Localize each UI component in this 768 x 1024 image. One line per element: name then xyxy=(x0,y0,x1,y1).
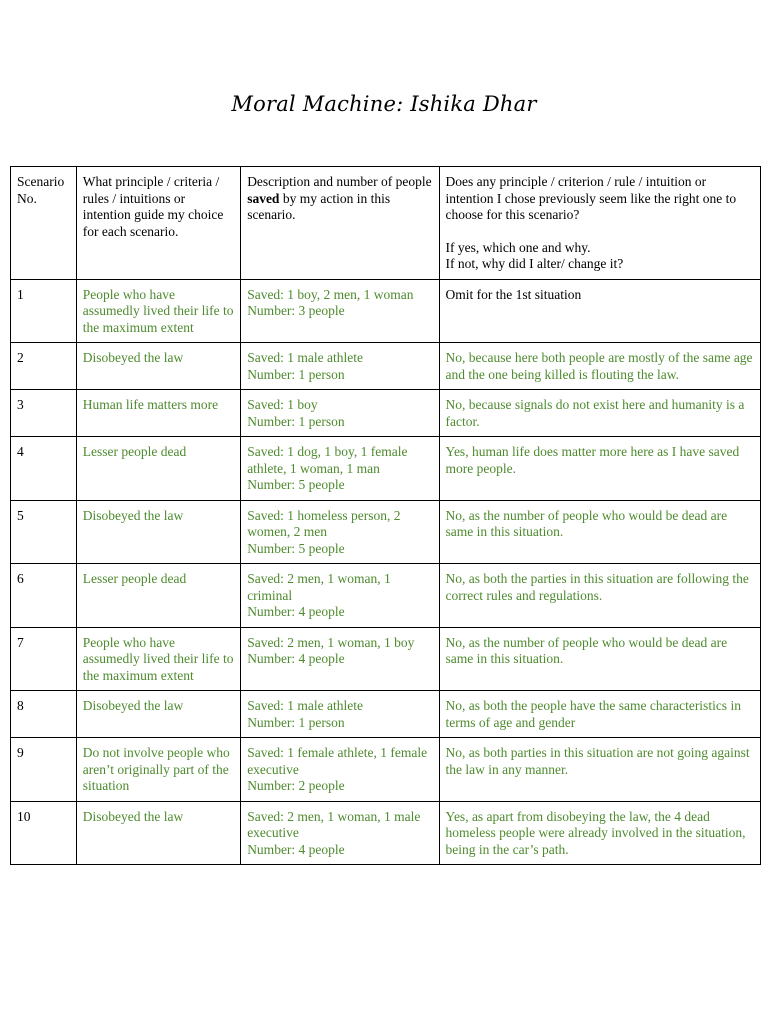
justification-cell: No, as the number of people who would be dead are same in this situation. xyxy=(439,627,760,691)
header-spacer xyxy=(446,224,754,240)
header-description xyxy=(241,167,439,280)
justification-cell: No, because signals do not exist here and humanity is a factor. xyxy=(439,390,760,437)
table-row xyxy=(11,738,761,802)
header-description-start: Description and number of people xyxy=(247,174,432,189)
table-row xyxy=(11,801,761,865)
saved-text: Saved: 1 male athlete xyxy=(247,698,364,713)
scenario-number: 10 xyxy=(11,801,77,865)
principle-cell: Disobeyed the law xyxy=(76,500,240,564)
header-description-bold: saved xyxy=(247,190,280,206)
number-text: Number: 4 people xyxy=(247,651,345,666)
justification-cell: No, as both parties in this situation are not going against the law in any manner. xyxy=(439,738,760,802)
number-text: Number: 2 people xyxy=(247,778,345,793)
number-text: Number: 1 person xyxy=(247,714,345,730)
scenario-number: 6 xyxy=(11,564,77,628)
table-row xyxy=(11,500,761,564)
saved-text: Saved: 2 men, 1 woman, 1 male executive xyxy=(247,808,421,840)
saved-text: Saved: 1 dog, 1 boy, 1 female athlete, 1 woman, 1 man xyxy=(247,444,408,476)
saved-description-cell xyxy=(241,437,439,501)
header-justification-yes: If yes, which one and why. xyxy=(445,239,591,255)
justification-cell: No, as the number of people who would be dead are same in this situation. xyxy=(439,500,760,564)
number-text: Number: 3 people xyxy=(247,303,345,318)
justification-cell: No, as both the parties in this situation are following the correct rules and regulations. xyxy=(439,564,760,628)
principle-cell: People who have assumedly lived their life to the maximum extent xyxy=(76,627,240,691)
justification-cell: Yes, human life does matter more here as I have saved more people. xyxy=(439,437,760,501)
justification-cell: Yes, as apart from disobeying the law, the 4 dead homeless people were already involved in the situation, being in the car’s path. xyxy=(439,801,760,865)
page-title: Moral Machine: Ishika Dhar xyxy=(231,92,537,116)
principle-cell: Do not involve people who aren’t originally part of the situation xyxy=(76,738,240,802)
saved-description-cell xyxy=(241,801,439,865)
header-no-label: No. xyxy=(17,190,37,206)
saved-text: Saved: 2 men, 1 woman, 1 criminal xyxy=(247,571,391,603)
scenario-table xyxy=(10,166,761,865)
number-text: Number: 5 people xyxy=(247,540,345,556)
principle-cell: Disobeyed the law xyxy=(76,801,240,865)
scenario-number: 7 xyxy=(11,627,77,691)
number-text: Number: 4 people xyxy=(247,604,345,619)
principle-cell: Disobeyed the law xyxy=(76,691,240,738)
principle-cell: Lesser people dead xyxy=(76,437,240,501)
saved-text: Saved: 1 boy, 2 men, 1 woman xyxy=(247,286,414,302)
table-row xyxy=(11,343,761,390)
saved-description-cell xyxy=(241,738,439,802)
saved-description-cell xyxy=(241,390,439,437)
table-row xyxy=(11,279,761,343)
justification-cell: Omit for the 1st situation xyxy=(439,279,760,343)
header-justification xyxy=(439,167,760,280)
table-row xyxy=(11,390,761,437)
table-row xyxy=(11,437,761,501)
number-text: Number: 1 person xyxy=(247,366,345,382)
header-scenario-no xyxy=(11,167,77,280)
scenario-number: 4 xyxy=(11,437,77,501)
number-text: Number: 1 person xyxy=(247,413,345,429)
scenario-number: 3 xyxy=(11,390,77,437)
saved-description-cell xyxy=(241,279,439,343)
scenario-number: 5 xyxy=(11,500,77,564)
principle-cell: People who have assumedly lived their life to the maximum extent xyxy=(76,279,240,343)
number-text: Number: 4 people xyxy=(247,841,345,857)
saved-text: Saved: 2 men, 1 woman, 1 boy xyxy=(247,634,415,650)
table-row xyxy=(11,627,761,691)
principle-cell: Lesser people dead xyxy=(76,564,240,628)
saved-text: Saved: 1 female athlete, 1 female executive xyxy=(247,745,428,777)
principle-cell: Disobeyed the law xyxy=(76,343,240,390)
justification-cell: No, as both the people have the same characteristics in terms of age and gender xyxy=(439,691,760,738)
table-header-row xyxy=(11,167,761,280)
saved-text: Saved: 1 male athlete xyxy=(247,350,364,365)
scenario-number: 1 xyxy=(11,279,77,343)
header-principle: What principle / criteria / rules / intuitions or intention guide my choice for each scenario. xyxy=(76,167,240,280)
saved-text: Saved: 1 boy xyxy=(247,397,318,412)
number-text: Number: 5 people xyxy=(247,477,345,492)
justification-cell: No, because here both people are mostly of the same age and the one being killed is flouting the law. xyxy=(439,343,760,390)
saved-description-cell xyxy=(241,343,439,390)
scenario-number: 9 xyxy=(11,738,77,802)
header-justification-question: Does any principle / criterion / rule / intuition or intention I chose previously seem like the right one to choose for this scenario? xyxy=(445,174,737,222)
saved-description-cell xyxy=(241,691,439,738)
saved-description-cell xyxy=(241,627,439,691)
table-row xyxy=(11,691,761,738)
header-justification-no: If not, why did I alter/ change it? xyxy=(445,256,624,271)
saved-description-cell xyxy=(241,500,439,564)
saved-description-cell xyxy=(241,564,439,628)
header-description-end: by my action in this scenario. xyxy=(247,190,391,222)
scenario-number: 8 xyxy=(11,691,77,738)
saved-text: Saved: 1 homeless person, 2 women, 2 men xyxy=(247,507,401,539)
principle-cell: Human life matters more xyxy=(76,390,240,437)
table-row xyxy=(11,564,761,628)
scenario-number: 2 xyxy=(11,343,77,390)
header-scenario-label: Scenario xyxy=(17,174,65,189)
